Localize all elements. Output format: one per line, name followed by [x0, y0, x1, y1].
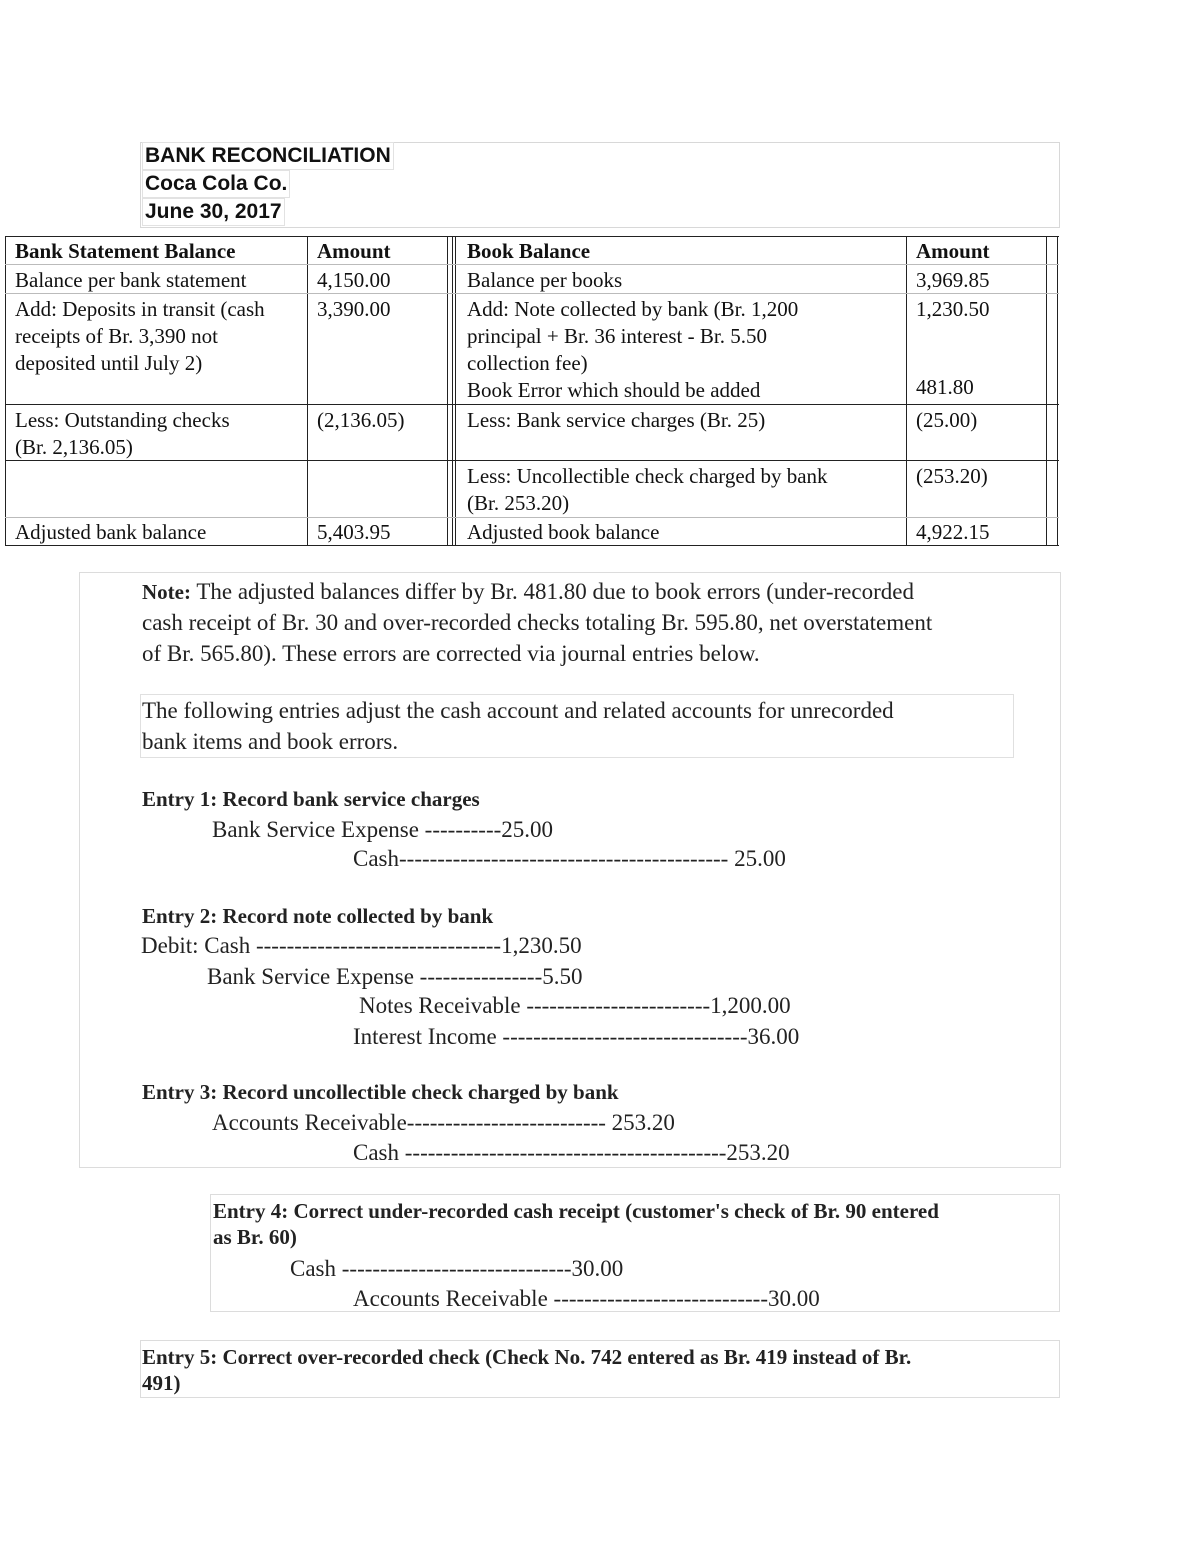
book-row-label: principal + Br. 36 interest - Br. 5.50 [467, 324, 767, 348]
reconciliation-table [5, 236, 1059, 546]
intro-line: bank items and book errors. [142, 729, 399, 754]
note-line [142, 576, 914, 608]
entry-title: Entry 2: Record note collected by bank [142, 904, 494, 928]
book-row-label: (Br. 253.20) [467, 491, 570, 515]
entry-line: Accounts Receivable-------------------------- 253.20 [212, 1110, 675, 1135]
entry-line: Bank Service Expense ----------------5.50 [207, 964, 583, 989]
note-line: of Br. 565.80). These errors are corrected via journal entries below. [142, 641, 760, 666]
entry-title: as Br. 60) [213, 1225, 297, 1249]
bank-row-amount: 4,150.00 [317, 268, 391, 292]
entry-line: Debit: Cash --------------------------------1,230.50 [141, 933, 582, 958]
bank-total-label: Adjusted bank balance [15, 520, 207, 544]
bank-row-amount: (2,136.05) [317, 408, 405, 432]
book-row-amount: 1,230.50 [916, 297, 990, 321]
book-row-label: Less: Bank service charges (Br. 25) [467, 408, 766, 432]
book-row-amount: (25.00) [916, 408, 978, 432]
entry-title: Entry 3: Record uncollectible check charged by bank [142, 1080, 619, 1104]
entry-line: Cash ------------------------------------------253.20 [353, 1140, 790, 1165]
book-row-amount: 3,969.85 [916, 268, 990, 292]
book-total-amount: 4,922.15 [916, 520, 990, 544]
book-row-amount: (253.20) [916, 464, 988, 488]
bank-row-amount: 3,390.00 [317, 297, 391, 321]
entry-title: Entry 5: Correct over-recorded check (Check No. 742 entered as Br. 419 instead of Br. [142, 1345, 912, 1369]
bank-row-label: deposited until July 2) [15, 351, 203, 375]
book-row-label: Balance per books [467, 268, 623, 292]
bank-row-label: Add: Deposits in transit (cash [15, 297, 265, 321]
book-row-amount: 481.80 [916, 375, 974, 399]
entry-line: Bank Service Expense ----------25.00 [212, 817, 554, 842]
report-title: BANK RECONCILIATION [142, 142, 394, 170]
entry-line: Cash------------------------------------------- 25.00 [353, 846, 786, 871]
bank-row-label: Balance per bank statement [15, 268, 247, 292]
book-total-label: Adjusted book balance [467, 520, 660, 544]
bank-amount-header: Amount [317, 239, 391, 263]
intro-line: The following entries adjust the cash account and related accounts for unrecorded [142, 698, 894, 723]
entry-title: Entry 1: Record bank service charges [142, 787, 480, 811]
book-row-label: collection fee) [467, 351, 588, 375]
entry-line: Accounts Receivable ----------------------------30.00 [353, 1286, 820, 1311]
bank-column-header: Bank Statement Balance [15, 239, 236, 263]
note-lead: Note: [142, 580, 191, 604]
entry-title: 491) [142, 1371, 181, 1395]
entry-line: Notes Receivable ------------------------1,200.00 [359, 993, 791, 1018]
entry-line: Cash ------------------------------30.00 [290, 1256, 624, 1281]
entry-title: Entry 4: Correct under-recorded cash receipt (customer's check of Br. 90 entered [213, 1199, 939, 1223]
entry-line: Interest Income --------------------------------36.00 [353, 1024, 800, 1049]
book-row-label: Less: Uncollectible check charged by bank [467, 464, 828, 488]
note-line: cash receipt of Br. 30 and over-recorded checks totaling Br. 595.80, net overstatement [142, 610, 933, 635]
note-text: The adjusted balances differ by Br. 481.80 due to book errors (under-recorded [190, 579, 914, 604]
bank-row-label: receipts of Br. 3,390 not [15, 324, 218, 348]
bank-row-label: Less: Outstanding checks [15, 408, 230, 432]
report-date: June 30, 2017 [142, 198, 285, 226]
bank-total-amount: 5,403.95 [317, 520, 391, 544]
bank-row-label: (Br. 2,136.05) [15, 435, 133, 459]
company-name: Coca Cola Co. [142, 170, 290, 198]
book-column-header: Book Balance [467, 239, 591, 263]
book-row-label: Add: Note collected by bank (Br. 1,200 [467, 297, 799, 321]
book-row-label: Book Error which should be added [467, 378, 761, 402]
book-amount-header: Amount [916, 239, 990, 263]
